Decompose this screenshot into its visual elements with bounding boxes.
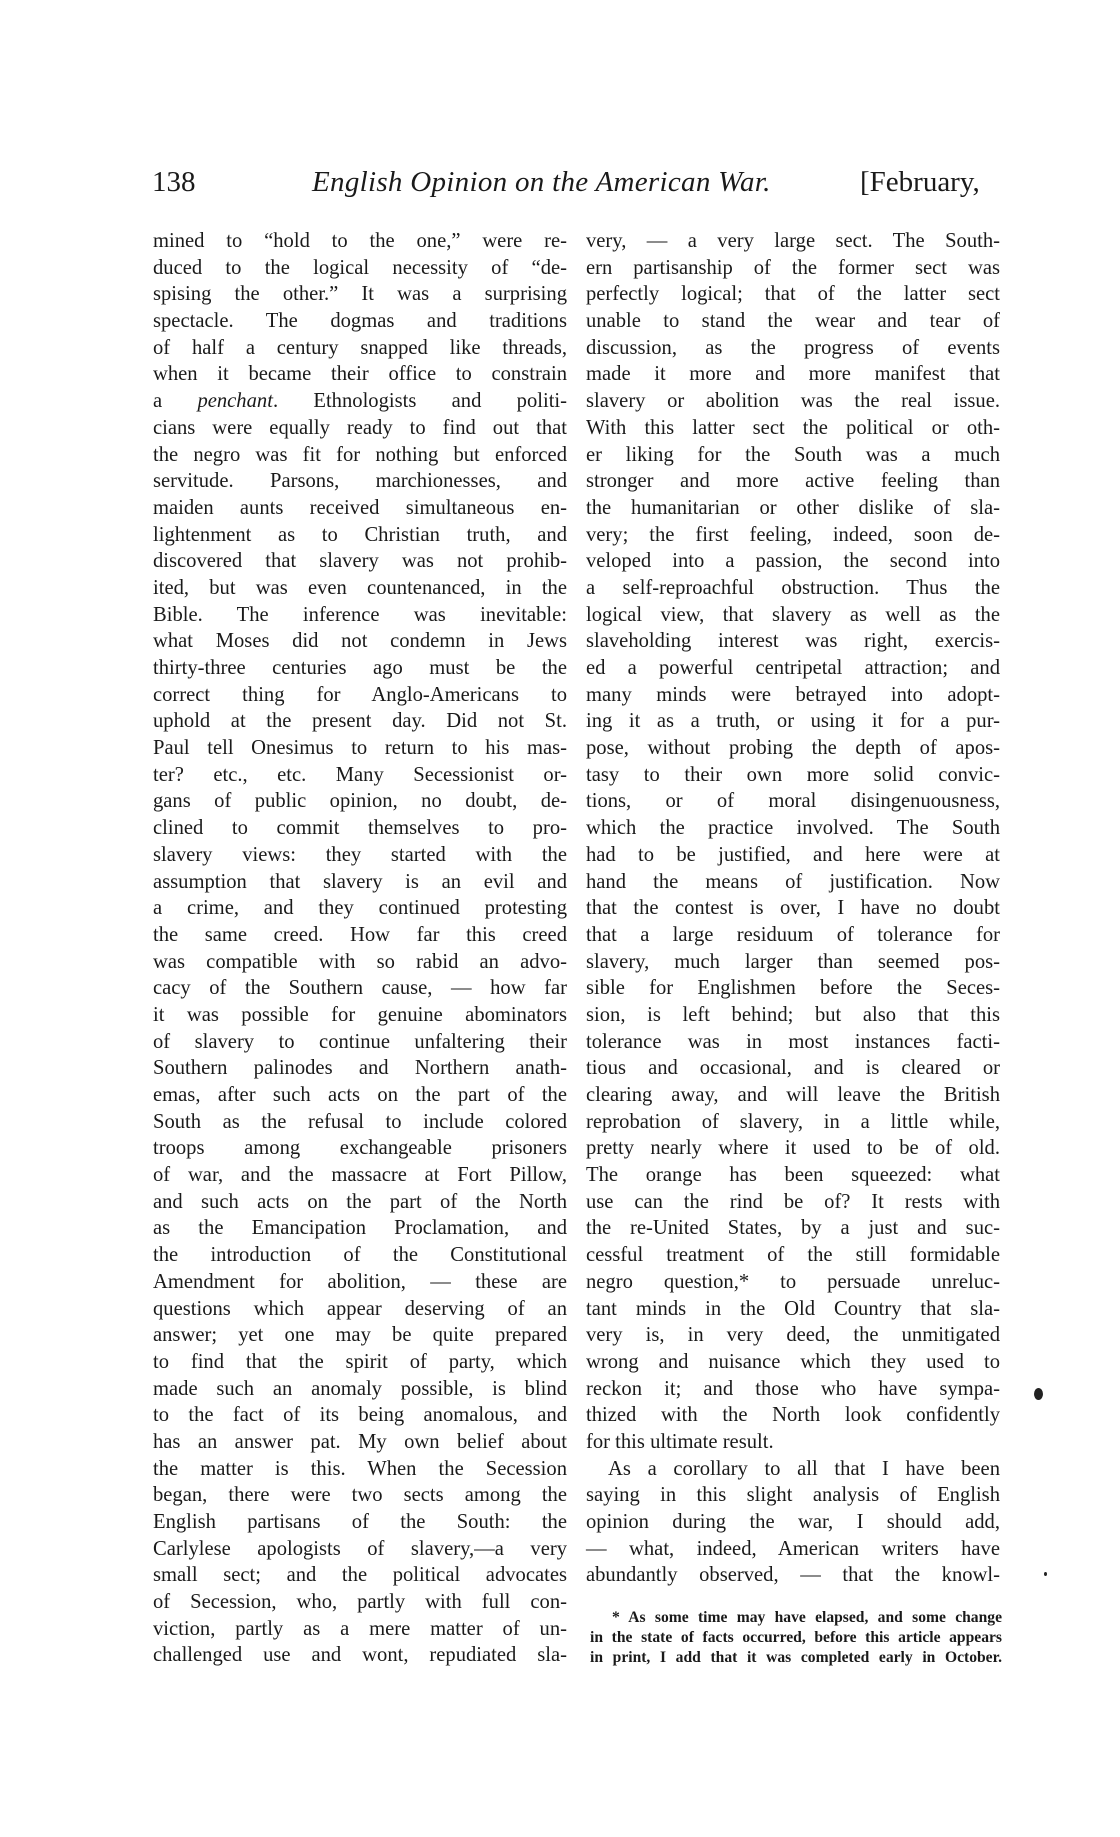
text-line: for this ultimate result. xyxy=(586,1430,774,1453)
text-line: made it more and more manifest that xyxy=(586,363,1000,386)
footnote-line: in the state of facts occurred, before this article appears xyxy=(590,1629,1002,1646)
text-line: ing it as a truth, or using it for a pur- xyxy=(586,710,1000,733)
text-segment: . Ethnologists and politi- xyxy=(272,390,567,413)
text-line: of Secession, who, partly with full con- xyxy=(153,1591,567,1614)
text-line: reprobation of slavery, in a little while, xyxy=(586,1110,1000,1133)
text-line: thized with the North look confidently xyxy=(586,1404,1000,1427)
text-line: lightenment as to Christian truth, and xyxy=(153,523,567,546)
text-line: assumption that slavery is an evil and xyxy=(153,870,567,893)
text-line: to find that the spirit of party, which xyxy=(153,1350,567,1373)
page-number: 138 xyxy=(152,166,196,198)
text-line: was compatible with so rabid an advo- xyxy=(153,950,567,973)
text-line: very; the first feeling, indeed, soon de- xyxy=(586,523,1000,546)
text-line: many minds were betrayed into adopt- xyxy=(586,683,1000,706)
text-line: Southern palinodes and Northern anath- xyxy=(153,1057,567,1080)
text-line: of slavery to continue unfaltering their xyxy=(153,1030,567,1053)
text-line: it was possible for genuine abominators xyxy=(153,1003,567,1026)
text-line: as the Emancipation Proclamation, and xyxy=(153,1217,567,1240)
text-line: The orange has been squeezed: what xyxy=(586,1164,1000,1187)
left-column xyxy=(153,228,567,1669)
text-line: the humanitarian or other dislike of sla- xyxy=(586,496,1000,519)
text-line: slavery or abolition was the real issue. xyxy=(586,390,1000,413)
text-line: tions, or of moral disingenuousness, xyxy=(586,790,1000,813)
text-line: small sect; and the political advocates xyxy=(153,1564,567,1587)
text-line: tolerance was in most instances facti- xyxy=(586,1030,1000,1053)
text-line: mined to “hold to the one,” were re- xyxy=(153,230,567,252)
text-line: very is, in very deed, the unmitigated xyxy=(586,1324,1000,1347)
text-line: ed a powerful centripetal attraction; and xyxy=(586,657,1000,679)
text-line: challenged use and wont, repudiated sla- xyxy=(153,1644,567,1667)
text-line: has an answer pat. My own belief about xyxy=(153,1430,567,1453)
text-line: slavery views: they started with the xyxy=(153,843,567,866)
text-line: ern partisanship of the former sect was xyxy=(586,256,1000,279)
text-line: made such an anomaly possible, is blind xyxy=(153,1377,567,1400)
text-line: clearing away, and will leave the British xyxy=(586,1084,1000,1106)
text-line: As a corollary to all that I have been xyxy=(608,1457,1000,1480)
text-line: that a large residuum of tolerance for xyxy=(586,923,1000,946)
text-line: of war, and the massacre at Fort Pillow, xyxy=(153,1164,567,1187)
text-line: and such acts on the part of the North xyxy=(153,1190,567,1213)
running-title: English Opinion on the American War. xyxy=(312,166,771,198)
text-line: the negro was fit for nothing but enforced xyxy=(153,443,567,466)
text-line: tant minds in the Old Country that sla- xyxy=(586,1297,1000,1320)
text-line: tasy to their own more solid convic- xyxy=(586,763,1000,786)
text-line: Amendment for abolition, — these are xyxy=(153,1270,567,1293)
text-line: uphold at the present day. Did not St. xyxy=(153,710,567,733)
text-line: answer; yet one may be quite prepared xyxy=(153,1324,567,1347)
text-line: negro question,* to persuade unreluc- xyxy=(586,1270,1000,1293)
text-line: logical view, that slavery as well as the xyxy=(586,603,1000,626)
text-line: discussion, as the progress of events xyxy=(586,336,1000,359)
text-line: began, there were two sects among the xyxy=(153,1484,567,1507)
scan-speck xyxy=(1034,1388,1043,1400)
text-line: reckon it; and those who have sympa- xyxy=(586,1377,1000,1400)
footnote-line: in print, I add that it was completed early in October. xyxy=(590,1649,1002,1666)
text-line: ter? etc., etc. Many Secessionist or- xyxy=(153,763,567,786)
text-line: discovered that slavery was not prohib- xyxy=(153,550,567,573)
text-line: slavery, much larger than seemed pos- xyxy=(586,950,1000,973)
text-line: what Moses did not condemn in Jews xyxy=(153,630,567,653)
text-line: cacy of the Southern cause, — how far xyxy=(153,977,567,1000)
text-line: unable to stand the wear and tear of xyxy=(586,310,1000,333)
text-line: slaveholding interest was right, exercis- xyxy=(586,630,1000,653)
text-line: troops among exchangeable prisoners xyxy=(153,1137,567,1160)
text-line: use can the rind be of? It rests with xyxy=(586,1190,1000,1213)
text-line: tious and occasional, and is cleared or xyxy=(586,1057,1000,1080)
text-line: — what, indeed, American writers have xyxy=(586,1537,1000,1560)
text-line xyxy=(153,388,567,415)
text-line: Paul tell Onesimus to return to his mas- xyxy=(153,737,567,760)
text-line: opinion during the war, I should add, xyxy=(586,1511,1000,1533)
text-line: abundantly observed, — that the knowl- xyxy=(586,1564,1000,1587)
text-line: spising the other.” It was a surprising xyxy=(153,283,567,306)
text-line: clined to commit themselves to pro- xyxy=(153,817,567,840)
text-line: thirty-three centuries ago must be the xyxy=(153,657,567,679)
text-line: very, — a very large sect. The South- xyxy=(586,230,1000,252)
text-line: viction, partly as a mere matter of un- xyxy=(153,1617,567,1640)
text-line: With this latter sect the political or oth- xyxy=(586,416,1000,439)
text-line: questions which appear deserving of an xyxy=(153,1297,567,1320)
text-line: servitude. Parsons, marchionesses, and xyxy=(153,470,567,493)
text-line: of half a century snapped like threads, xyxy=(153,336,567,359)
text-line: had to be justified, and here were at xyxy=(586,843,1000,866)
text-line: sible for Englishmen before the Seces- xyxy=(586,977,1000,1000)
text-line: the same creed. How far this creed xyxy=(153,923,567,946)
text-line: spectacle. The dogmas and traditions xyxy=(153,310,567,333)
text-line: Bible. The inference was inevitable: xyxy=(153,603,567,626)
text-line: wrong and nuisance which they used to xyxy=(586,1350,1000,1373)
text-line: the matter is this. When the Secession xyxy=(153,1457,567,1480)
text-line: perfectly logical; that of the latter sect xyxy=(586,283,1000,306)
text-line: veloped into a passion, the second into xyxy=(586,550,1000,573)
text-line: that the contest is over, I have no doubt xyxy=(586,897,1000,920)
text-line: emas, after such acts on the part of the xyxy=(153,1084,567,1106)
text-line: saying in this slight analysis of English xyxy=(586,1484,1000,1507)
text-line: stronger and more active feeling than xyxy=(586,470,1000,493)
text-line: to the fact of its being anomalous, and xyxy=(153,1404,567,1427)
text-segment: a xyxy=(153,390,198,413)
text-line: correct thing for Anglo-Americans to xyxy=(153,683,567,706)
text-line: the re-United States, by a just and suc- xyxy=(586,1217,1000,1240)
text-line: English partisans of the South: the xyxy=(153,1511,567,1533)
text-line: a crime, and they continued protesting xyxy=(153,897,567,920)
text-line: gans of public opinion, no doubt, de- xyxy=(153,790,567,813)
issue-date: [February, xyxy=(860,166,980,198)
text-line: er liking for the South was a much xyxy=(586,443,1000,466)
scan-speck xyxy=(1044,1572,1047,1576)
text-line: South as the refusal to include colored xyxy=(153,1110,567,1133)
italic-word: penchant xyxy=(197,390,273,413)
text-line: maiden aunts received simultaneous en- xyxy=(153,496,567,519)
text-line: sion, is left behind; but also that this xyxy=(586,1003,1000,1026)
footnote xyxy=(590,1608,1002,1668)
text-line: cians were equally ready to find out that xyxy=(153,416,567,439)
text-line: pose, without probing the depth of apos- xyxy=(586,737,1000,760)
text-line: the introduction of the Constitutional xyxy=(153,1244,567,1267)
text-line: cessful treatment of the still formidable xyxy=(586,1244,1000,1267)
footnote-line: * As some time may have elapsed, and some change xyxy=(612,1609,1002,1626)
text-line: hand the means of justification. Now xyxy=(586,870,1000,893)
text-line: which the practice involved. The South xyxy=(586,817,1000,840)
text-line: duced to the logical necessity of “de- xyxy=(153,256,567,279)
text-line: a self-reproachful obstruction. Thus the xyxy=(586,576,1000,599)
right-column xyxy=(586,228,1000,1589)
text-line: when it became their office to constrain xyxy=(153,363,567,386)
text-line: Carlylese apologists of slavery,—a very xyxy=(153,1537,567,1560)
text-line: pretty nearly where it used to be of old. xyxy=(586,1137,1000,1160)
text-line: ited, but was even countenanced, in the xyxy=(153,576,567,599)
